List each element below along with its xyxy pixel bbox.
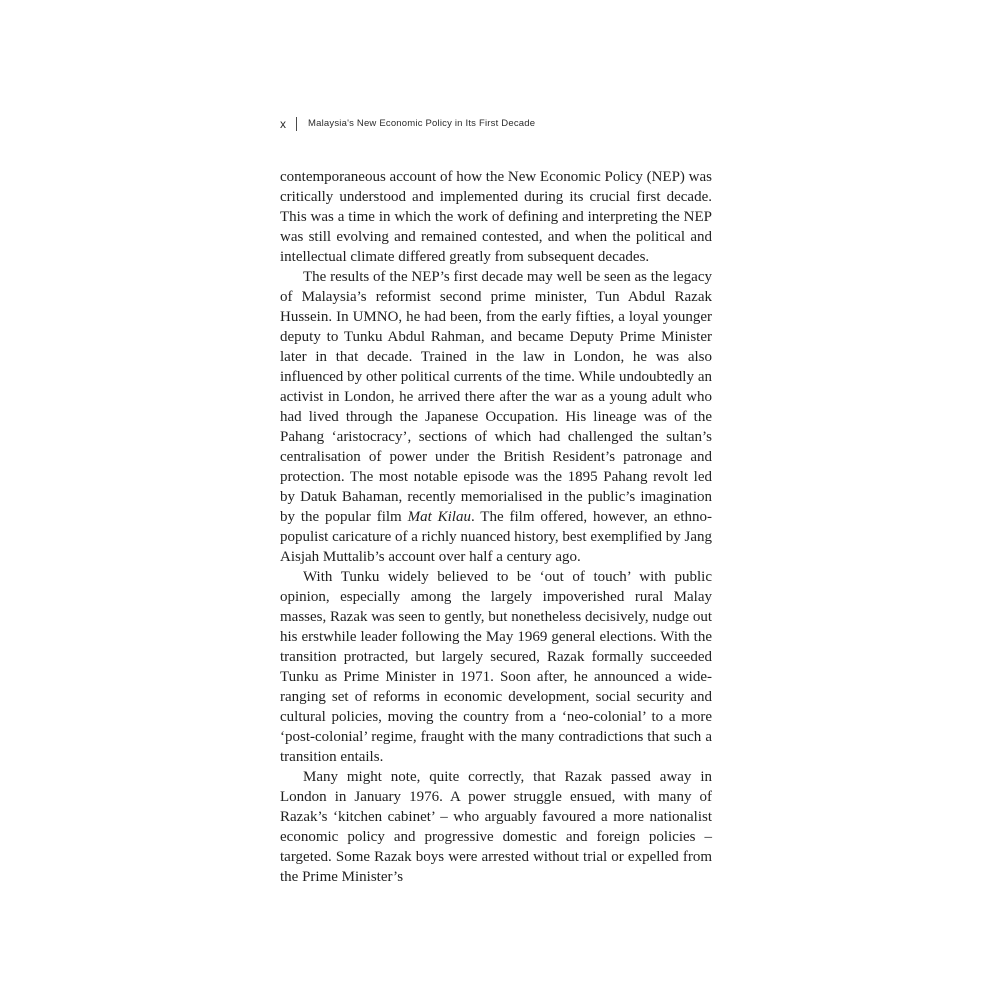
- paragraph: [280, 767, 712, 887]
- running-title: Malaysia's New Economic Policy in Its First Decade: [308, 118, 536, 129]
- body-text: [280, 167, 712, 887]
- page-number: x: [280, 117, 286, 131]
- paragraph: [280, 567, 712, 767]
- paragraph-text: contemporaneous account of how the New Economic Policy (NEP) was critically understood and implemented during its crucial first decade. This was a time in which the work of defining and interpreting the NEP was still evolving and remained contested, and when the political and intellectual climate differed greatly from subsequent decades.: [280, 169, 712, 265]
- paragraph-text: Many might note, quite correctly, that Razak passed away in London in January 1976. A power struggle ensued, with many of Razak’s ‘kitchen cabinet’ – who arguably favoured a more nationalist economic policy and progressive domestic and foreign policies – targeted. Some Razak boys were arrested without trial or expelled from the Prime Minister’s: [280, 769, 712, 885]
- paragraph-text: The results of the NEP’s first decade may well be seen as the legacy of Malaysia’s reformist second prime minister, Tun Abdul Razak Hussein. In UMNO, he had been, from the early fifties, a loyal younger deputy to Tunku Abdul Rahman, and became Deputy Prime Minister later in that decade. Trained in the law in London, he was also influenced by other political currents of the time. While undoubtedly an activist in London, he arrived there after the war as a young adult who had lived through the Japanese Occupation. His lineage was of the Pahang ‘aristocracy’, sections of which had challenged the sultan’s centralisation of power under the British Resident’s patronage and protection. The most notable episode was the 1895 Pahang revolt led by Datuk Bahaman, recently memorialised in the public’s imagination by the popular film: [280, 269, 712, 525]
- paragraph-text: With Tunku widely believed to be ‘out of touch’ with public opinion, especially among the largely impoverished rural Malay masses, Razak was seen to gently, but nonetheless decisively, nudge out his erstwhile leader following the May 1969 general elections. With the transition protracted, but largely secured, Razak formally succeeded Tunku as Prime Minister in 1971. Soon after, he announced a wide-ranging set of reforms in economic development, social security and cultural policies, moving the country from a ‘neo-colonial’ to a more ‘post-colonial’ regime, fraught with the many contradictions that such a transition entails.: [280, 569, 712, 765]
- italic-text: Mat Kilau: [407, 509, 471, 525]
- paragraph: [280, 267, 712, 567]
- page-header: [280, 116, 535, 132]
- header-divider: [296, 117, 297, 131]
- paragraph-text: . The film offered, however, an ethno-populist caricature of a richly nuanced history, best exemplified by Jang Aisjah Muttalib’s account over half a century ago.: [280, 509, 712, 565]
- paragraph: [280, 167, 712, 267]
